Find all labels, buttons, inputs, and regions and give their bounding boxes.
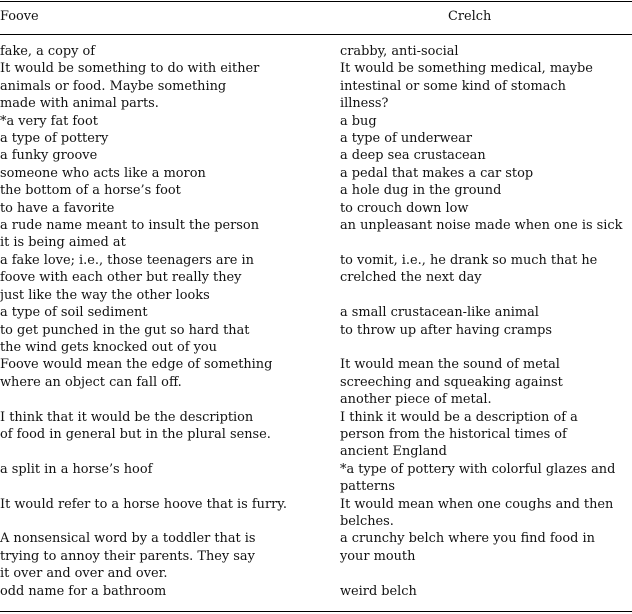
definition-line: person from the historical times of bbox=[340, 426, 567, 442]
table-row bbox=[0, 496, 632, 531]
definition-line: It would mean the sound of metal bbox=[340, 357, 560, 373]
definition-line: the wind gets knocked out of you bbox=[0, 339, 217, 355]
definition-line: *a very fat foot bbox=[0, 113, 98, 129]
definition-line: of food in general but in the plural sense. bbox=[0, 426, 271, 442]
foove-definition-cell bbox=[0, 43, 340, 60]
table-row bbox=[0, 130, 632, 147]
crelch-definition-cell bbox=[340, 217, 632, 252]
definition-line: it over and over and over. bbox=[0, 566, 168, 582]
definition-line: a hole dug in the ground bbox=[340, 183, 502, 199]
foove-definition-cell bbox=[0, 409, 340, 461]
definition-line: weird belch bbox=[340, 583, 417, 599]
table-row bbox=[0, 322, 632, 357]
column-header-crelch: Crelch bbox=[448, 9, 492, 24]
definition-line: trying to annoy their parents. They say bbox=[0, 548, 255, 564]
table-row bbox=[0, 530, 632, 582]
foove-definition-cell bbox=[0, 252, 340, 304]
foove-definition-cell bbox=[0, 461, 340, 496]
crelch-definition-cell bbox=[340, 182, 632, 199]
definition-line: animals or food. Maybe something bbox=[0, 78, 227, 94]
crelch-definition-cell bbox=[340, 530, 632, 582]
definition-line: made with animal parts. bbox=[0, 96, 159, 112]
definition-line: fake, a copy of bbox=[0, 44, 96, 59]
definition-line: a small crustacean-like animal bbox=[340, 305, 539, 321]
crelch-definition-cell bbox=[340, 304, 632, 321]
definition-line: crelched the next day bbox=[340, 270, 482, 286]
table-row bbox=[0, 583, 632, 600]
definition-line: another piece of metal. bbox=[340, 392, 492, 408]
table-row bbox=[0, 113, 632, 130]
definition-line: the bottom of a horse’s foot bbox=[0, 183, 181, 199]
table-row bbox=[0, 182, 632, 199]
definition-line: a rude name meant to insult the person bbox=[0, 218, 259, 234]
foove-definition-cell bbox=[0, 165, 340, 182]
definition-line: It would refer to a horse hoove that is furry. bbox=[0, 496, 287, 512]
crelch-definition-cell bbox=[340, 60, 632, 112]
table-row bbox=[0, 43, 632, 60]
definition-line: it is being aimed at bbox=[0, 235, 126, 251]
definition-line: foove with each other but really they bbox=[0, 270, 242, 286]
crelch-definition-cell bbox=[340, 583, 632, 600]
table-row bbox=[0, 200, 632, 217]
foove-definition-cell bbox=[0, 530, 340, 582]
table-row bbox=[0, 217, 632, 252]
foove-definition-cell bbox=[0, 182, 340, 199]
foove-definition-cell bbox=[0, 113, 340, 130]
definition-line: A nonsensical word by a toddler that is bbox=[0, 531, 256, 547]
definition-line: to have a favorite bbox=[0, 200, 115, 216]
definition-line: someone who acts like a moron bbox=[0, 165, 206, 181]
crelch-definition-cell bbox=[340, 200, 632, 217]
table-row bbox=[0, 252, 632, 304]
table-bottom-rule bbox=[0, 611, 632, 612]
table-row bbox=[0, 304, 632, 321]
definition-line: a type of underwear bbox=[340, 131, 473, 147]
definition-line: illness? bbox=[340, 96, 389, 112]
definition-line: patterns bbox=[340, 479, 396, 495]
definition-line: intestinal or some kind of stomach bbox=[340, 78, 566, 94]
crelch-definition-cell bbox=[340, 496, 632, 531]
definition-line: odd name for a bathroom bbox=[0, 583, 167, 599]
definition-line: *a type of pottery with colorful glazes and bbox=[340, 461, 616, 477]
definition-line: a crunchy belch where you find food in bbox=[340, 531, 595, 547]
table-row bbox=[0, 356, 632, 408]
definition-line: your mouth bbox=[340, 548, 416, 564]
definition-line: I think it would be a description of a bbox=[340, 409, 578, 425]
column-header-foove: Foove bbox=[0, 9, 39, 24]
table-row bbox=[0, 461, 632, 496]
definition-line: a bug bbox=[340, 113, 377, 129]
definition-line: to vomit, i.e., he drank so much that he bbox=[340, 252, 598, 268]
table-body bbox=[0, 43, 632, 600]
definition-line: It would be something medical, maybe bbox=[340, 61, 593, 77]
crelch-definition-cell bbox=[340, 43, 632, 60]
definition-line: a deep sea crustacean bbox=[340, 148, 486, 164]
crelch-definition-cell bbox=[340, 130, 632, 147]
crelch-definition-cell bbox=[340, 147, 632, 164]
foove-definition-cell bbox=[0, 200, 340, 217]
definition-line: a funky groove bbox=[0, 148, 98, 164]
foove-definition-cell bbox=[0, 583, 340, 600]
foove-definition-cell bbox=[0, 322, 340, 357]
crelch-definition-cell bbox=[340, 409, 632, 461]
crelch-definition-cell bbox=[340, 113, 632, 130]
foove-definition-cell bbox=[0, 60, 340, 112]
definition-line: a type of pottery bbox=[0, 131, 109, 147]
table-top-rule bbox=[0, 1, 632, 2]
definition-line: I think that it would be the description bbox=[0, 409, 254, 425]
crelch-definition-cell bbox=[340, 322, 632, 357]
definition-line: where an object can fall off. bbox=[0, 374, 182, 390]
foove-definition-cell bbox=[0, 304, 340, 321]
definition-line: to get punched in the gut so hard that bbox=[0, 322, 250, 338]
foove-definition-cell bbox=[0, 356, 340, 408]
definition-line: Foove would mean the edge of something bbox=[0, 357, 273, 373]
definition-line: a type of soil sediment bbox=[0, 305, 148, 321]
foove-definition-cell bbox=[0, 130, 340, 147]
crelch-definition-cell bbox=[340, 252, 632, 304]
foove-definition-cell bbox=[0, 147, 340, 164]
definition-line: It would mean when one coughs and then bbox=[340, 496, 614, 512]
definition-line: an unpleasant noise made when one is sick bbox=[340, 218, 623, 234]
definition-line: to crouch down low bbox=[340, 200, 469, 216]
crelch-definition-cell bbox=[340, 356, 632, 408]
definition-line: a split in a horse’s hoof bbox=[0, 461, 153, 477]
table-row bbox=[0, 60, 632, 112]
crelch-definition-cell bbox=[340, 165, 632, 182]
definition-line: It would be something to do with either bbox=[0, 61, 260, 77]
definition-line: ancient England bbox=[340, 444, 447, 460]
foove-definition-cell bbox=[0, 217, 340, 252]
crelch-definition-cell bbox=[340, 461, 632, 496]
definition-line: screeching and squeaking against bbox=[340, 374, 563, 390]
table-row bbox=[0, 165, 632, 182]
foove-definition-cell bbox=[0, 496, 340, 531]
definition-line: to throw up after having cramps bbox=[340, 322, 552, 338]
table-row bbox=[0, 147, 632, 164]
definition-line: a pedal that makes a car stop bbox=[340, 165, 534, 181]
definition-line: belches. bbox=[340, 513, 394, 529]
definition-line: just like the way the other looks bbox=[0, 287, 210, 303]
table-header-rule bbox=[0, 34, 632, 35]
table-row bbox=[0, 409, 632, 461]
definition-line: a fake love; i.e., those teenagers are in bbox=[0, 252, 254, 268]
definition-line: crabby, anti-social bbox=[340, 44, 459, 59]
